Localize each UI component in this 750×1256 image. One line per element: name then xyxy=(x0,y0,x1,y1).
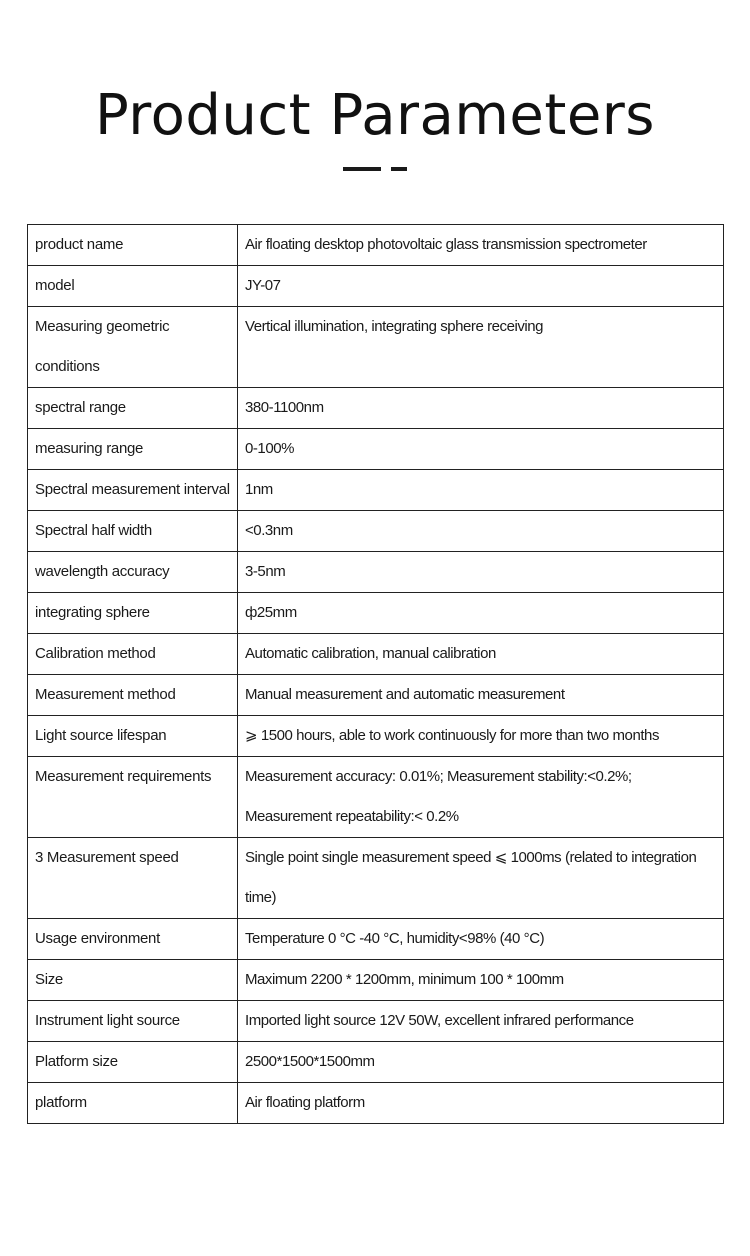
param-value: Imported light source 12V 50W, excellent infrared performance xyxy=(238,1001,724,1042)
table-row xyxy=(28,552,724,593)
param-label: Calibration method xyxy=(28,634,238,675)
param-value: <0.3nm xyxy=(238,511,724,552)
param-value: 2500*1500*1500mm xyxy=(238,1042,724,1083)
table-row xyxy=(28,470,724,511)
param-value: Manual measurement and automatic measurement xyxy=(238,675,724,716)
param-value: 380-1100nm xyxy=(238,388,724,429)
param-value: Maximum 2200 * 1200mm, minimum 100 * 100mm xyxy=(238,960,724,1001)
title-divider-short xyxy=(391,167,407,171)
parameters-table xyxy=(27,224,724,1124)
table-row xyxy=(28,593,724,634)
param-label: Measurement requirements xyxy=(28,757,238,838)
table-row xyxy=(28,307,724,388)
param-label: Instrument light source xyxy=(28,1001,238,1042)
table-row xyxy=(28,266,724,307)
param-value: Air floating desktop photovoltaic glass transmission spectrometer xyxy=(238,225,724,266)
table-row xyxy=(28,919,724,960)
table-row xyxy=(28,1001,724,1042)
param-value: JY-07 xyxy=(238,266,724,307)
table-row xyxy=(28,634,724,675)
param-label: Size xyxy=(28,960,238,1001)
param-label: platform xyxy=(28,1083,238,1124)
table-row xyxy=(28,716,724,757)
param-label: spectral range xyxy=(28,388,238,429)
param-label: Usage environment xyxy=(28,919,238,960)
table-row xyxy=(28,838,724,919)
param-label: measuring range xyxy=(28,429,238,470)
param-label: 3 Measurement speed xyxy=(28,838,238,919)
param-label: Measuring geometric conditions xyxy=(28,307,238,388)
param-value: ф25mm xyxy=(238,593,724,634)
param-value: Vertical illumination, integrating sphere receiving xyxy=(238,307,724,388)
table-row xyxy=(28,1042,724,1083)
param-label: Spectral half width xyxy=(28,511,238,552)
param-value: 0-100% xyxy=(238,429,724,470)
param-value: Single point single measurement speed ⩽ 1000ms (related to integration time) xyxy=(238,838,724,919)
param-label: Platform size xyxy=(28,1042,238,1083)
table-row xyxy=(28,511,724,552)
table-row xyxy=(28,1083,724,1124)
param-value: 1nm xyxy=(238,470,724,511)
table-row xyxy=(28,429,724,470)
param-label: product name xyxy=(28,225,238,266)
param-label: integrating sphere xyxy=(28,593,238,634)
param-label: Measurement method xyxy=(28,675,238,716)
page-title: Product Parameters xyxy=(95,83,655,148)
table-row xyxy=(28,225,724,266)
table-row xyxy=(28,675,724,716)
param-value: Air floating platform xyxy=(238,1083,724,1124)
param-label: Spectral measurement interval xyxy=(28,470,238,511)
title-divider-long xyxy=(343,167,381,171)
param-label: model xyxy=(28,266,238,307)
param-value: ⩾ 1500 hours, able to work continuously for more than two months xyxy=(238,716,724,757)
param-value: Automatic calibration, manual calibration xyxy=(238,634,724,675)
param-label: Light source lifespan xyxy=(28,716,238,757)
param-value: Measurement accuracy: 0.01%; Measurement stability:<0.2%; Measurement repeatability:< 0.2% xyxy=(238,757,724,838)
table-row xyxy=(28,960,724,1001)
table-row xyxy=(28,388,724,429)
param-value: Temperature 0 °C -40 °C, humidity<98% (40 °C) xyxy=(238,919,724,960)
param-value: 3-5nm xyxy=(238,552,724,593)
param-label: wavelength accuracy xyxy=(28,552,238,593)
table-row xyxy=(28,757,724,838)
